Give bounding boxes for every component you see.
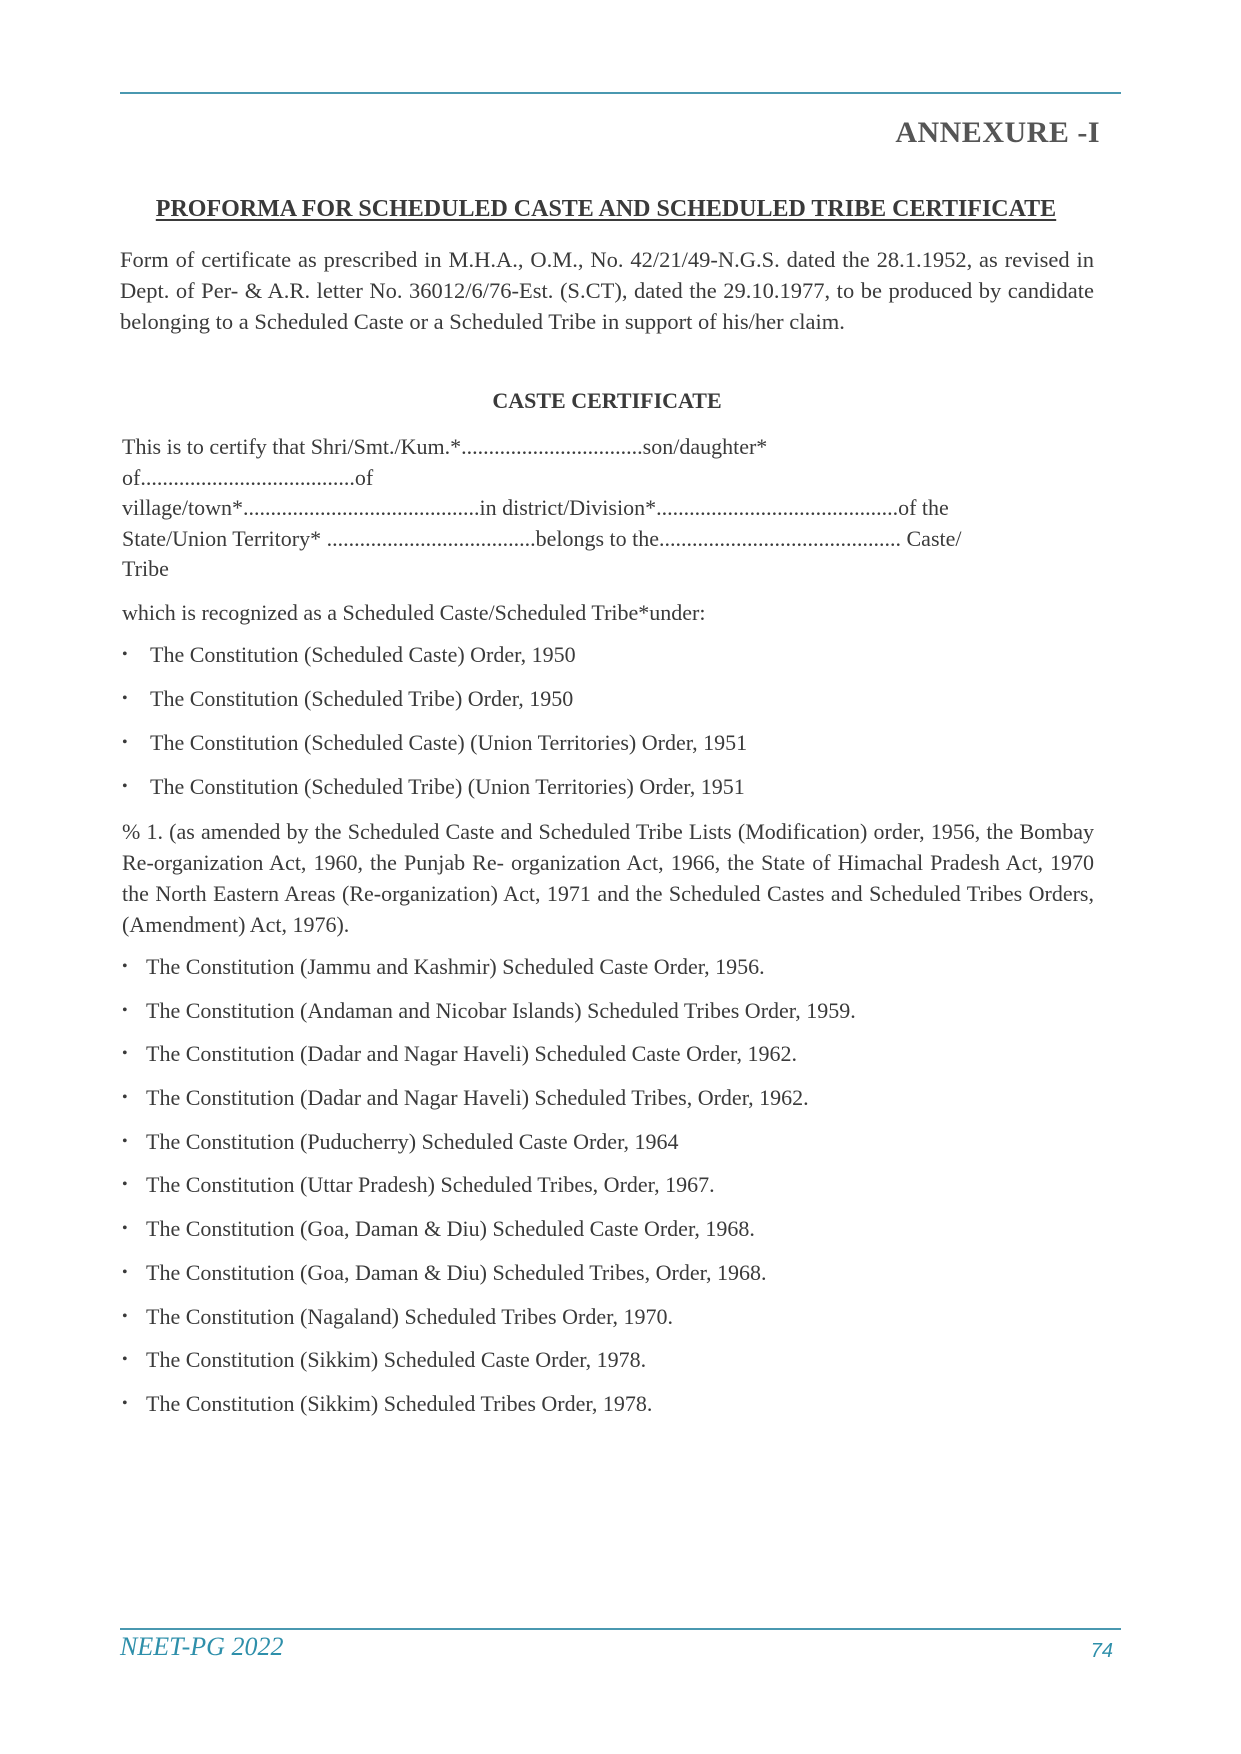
bullet-icon: • bbox=[122, 1220, 128, 1238]
certificate-line: Tribe bbox=[122, 556, 169, 581]
list-item: • The Constitution (Sikkim) Scheduled Caste Order, 1978. bbox=[120, 1345, 1100, 1389]
bullet-icon: • bbox=[122, 958, 128, 975]
certificate-body bbox=[122, 432, 1062, 585]
list-item: • The Constitution (Uttar Pradesh) Scheduled Tribes, Order, 1967. bbox=[120, 1170, 1100, 1214]
footer-title: NEET-PG 2022 bbox=[120, 1632, 284, 1661]
list-item: • The Constitution (Jammu and Kashmir) Scheduled Caste Order, 1956. bbox=[120, 952, 1100, 996]
list-item: • The Constitution (Goa, Daman & Diu) Scheduled Tribes, Order, 1968. bbox=[120, 1258, 1100, 1302]
top-rule bbox=[120, 92, 1121, 94]
bullet-icon: • bbox=[122, 1351, 128, 1369]
recognized-statement: which is recognized as a Scheduled Caste/Scheduled Tribe*under: bbox=[122, 600, 706, 625]
list-item: • The Constitution (Goa, Daman & Diu) Scheduled Caste Order, 1968. bbox=[120, 1214, 1100, 1258]
caste-certificate-heading: CASTE CERTIFICATE bbox=[492, 388, 722, 413]
bullet-icon: • bbox=[122, 778, 128, 795]
certificate-line: State/Union Territory* ......................................belongs to the............................................ Caste/ bbox=[122, 525, 962, 551]
bullet-icon: • bbox=[122, 1045, 128, 1063]
bullet-icon: • bbox=[122, 1176, 128, 1194]
amendment-paragraph: % 1. (as amended by the Scheduled Caste and Scheduled Tribe Lists (Modification) order, 1956, the Bombay Re-organization Act, 1960, the Punjab Re- organization Act, 1966, the State of Himachal Pradesh Act, 1970 the North Eastern Areas (Re-organization) Act, 1971 and the Scheduled Castes and Scheduled Tribes Orders, (Amendment) Act, 1976). bbox=[122, 819, 1094, 937]
list-item: • The Constitution (Scheduled Caste) Order, 1950 bbox=[120, 640, 1100, 684]
annexure-label: ANNEXURE -I bbox=[895, 116, 1100, 149]
page-number: 74 bbox=[1090, 1640, 1113, 1662]
list-item: • The Constitution (Andaman and Nicobar Islands) Scheduled Tribes Order, 1959. bbox=[120, 996, 1100, 1040]
list-item: • The Constitution (Scheduled Tribe) (Union Territories) Order, 1951 bbox=[120, 772, 1100, 816]
list-item: • The Constitution (Sikkim) Scheduled Tribes Order, 1978. bbox=[120, 1389, 1100, 1433]
certificate-line: of.......................................of bbox=[122, 464, 374, 490]
list-item: • The Constitution (Nagaland) Scheduled Tribes Order, 1970. bbox=[120, 1302, 1100, 1346]
bullet-icon: • bbox=[122, 1394, 128, 1412]
bullet-icon: • bbox=[122, 1001, 128, 1019]
list-item: • The Constitution (Dadar and Nagar Haveli) Scheduled Caste Order, 1962. bbox=[120, 1039, 1100, 1083]
orders-list-secondary bbox=[120, 952, 1100, 1433]
list-item: • The Constitution (Puducherry) Scheduled Caste Order, 1964 bbox=[120, 1127, 1100, 1171]
certificate-line: This is to certify that Shri/Smt./Kum.*.................................son/daughter* bbox=[122, 434, 768, 459]
orders-list-primary bbox=[120, 640, 1100, 816]
certificate-line: village/town*...........................................in district/Division*............................................of the bbox=[122, 495, 949, 520]
list-item: • The Constitution (Scheduled Tribe) Order, 1950 bbox=[120, 684, 1100, 728]
bullet-icon: • bbox=[122, 1263, 128, 1281]
bullet-icon: • bbox=[122, 1132, 128, 1150]
intro-paragraph: Form of certificate as prescribed in M.H.A., O.M., No. 42/21/49-N.G.S. dated the 28.1.1952, as revised in Dept. of Per- & A.R. letter No. 36012/6/76-Est. (S.CT), dated the 29.10.1977, to be produced by candidate belonging to a Scheduled Caste or a Scheduled Tribe in support of his/her claim. bbox=[120, 247, 1094, 334]
bullet-icon: • bbox=[122, 690, 128, 707]
list-item: • The Constitution (Scheduled Caste) (Union Territories) Order, 1951 bbox=[120, 728, 1100, 772]
bullet-icon: • bbox=[122, 1307, 128, 1325]
proforma-title: PROFORMA FOR SCHEDULED CASTE AND SCHEDULED TRIBE CERTIFICATE bbox=[155, 196, 1057, 222]
bottom-rule bbox=[120, 1628, 1121, 1630]
list-item: • The Constitution (Dadar and Nagar Haveli) Scheduled Tribes, Order, 1962. bbox=[120, 1083, 1100, 1127]
bullet-icon: • bbox=[122, 1089, 128, 1107]
bullet-icon: • bbox=[122, 646, 128, 663]
bullet-icon: • bbox=[122, 734, 128, 751]
